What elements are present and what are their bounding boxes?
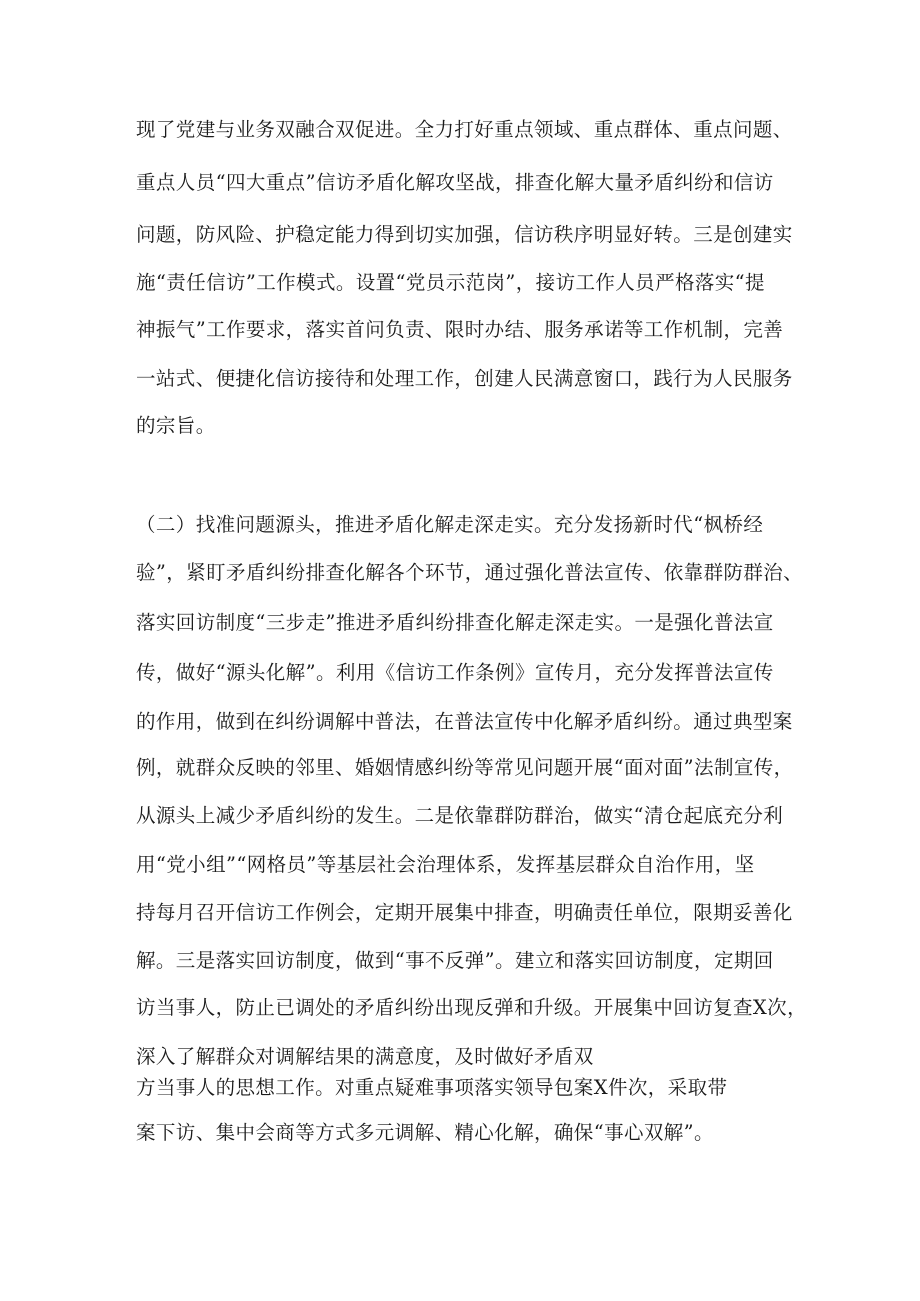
text-line: 解。三是落实回访制度，做到“事不反弹”。建立和落实回访制度，定期回 — [136, 949, 774, 972]
text-line: 一站式、便捷化信访接待和处理工作，创建人民满意窗口，践行为人民服务 — [136, 367, 793, 390]
text-line: 传，做好“源头化解”。利用《信访工作条例》宣传月，充分发挥普法宣传 — [136, 661, 774, 684]
text-line: （二）找准问题源头，推进矛盾化解走深走实。充分发扬新时代“枫桥经 — [136, 513, 764, 536]
text-line: 重点人员“四大重点”信访矛盾化解攻坚战，排查化解大量矛盾纠纷和信访 — [136, 171, 774, 194]
text-line: 方当事人的思想工作。对重点疑难事项落实领导包案X件次，采取带 — [136, 1076, 728, 1099]
text-line: 例，就群众反映的邻里、婚姻情感纠纷等常见问题开展“面对面”法制宣传， — [136, 756, 794, 779]
text-line: 验”，紧盯矛盾纠纷排查化解各个环节，通过强化普法宣传、依靠群防群治、 — [136, 561, 804, 584]
text-line: 从源头上减少矛盾纠纷的发生。二是依靠群防群治，做实“清仓起底充分利 — [136, 804, 784, 827]
text-line: 问题，防风险、护稳定能力得到切实加强，信访秩序明显好转。三是创建实 — [136, 223, 793, 246]
text-line: 的作用，做到在纠纷调解中普法，在普法宣传中化解矛盾纠纷。通过典型案 — [136, 710, 793, 733]
text-line: 访当事人，防止已调处的矛盾纠纷出现反弹和升级。开展集中回访复查X次， — [136, 996, 807, 1019]
text-line: 落实回访制度“三步走”推进矛盾纠纷排查化解走深走实。一是强化普法宣 — [136, 611, 774, 634]
text-line: 深入了解群众对调解结果的满意度，及时做好矛盾双 — [136, 1045, 594, 1068]
text-line: 的宗旨。 — [136, 414, 216, 437]
text-line: 案下访、集中会商等方式多元调解、精心化解，确保“事心双解”。 — [136, 1121, 714, 1144]
text-line: 施“责任信访”工作模式。设置“党员示范岗”，接访工作人员严格落实“提 — [136, 271, 765, 294]
text-line: 用“党小组”“网格员”等基层社会治理体系，发挥基层群众自治作用，坚 — [136, 853, 755, 876]
text-line: 现了党建与业务双融合双促进。全力打好重点领域、重点群体、重点问题、 — [136, 118, 793, 141]
text-line: 神振气”工作要求，落实首问负责、限时办结、服务承诺等工作机制，完善 — [136, 318, 784, 341]
text-line: 持每月召开信访工作例会，定期开展集中排查，明确责任单位，限期妥善化 — [136, 901, 793, 924]
